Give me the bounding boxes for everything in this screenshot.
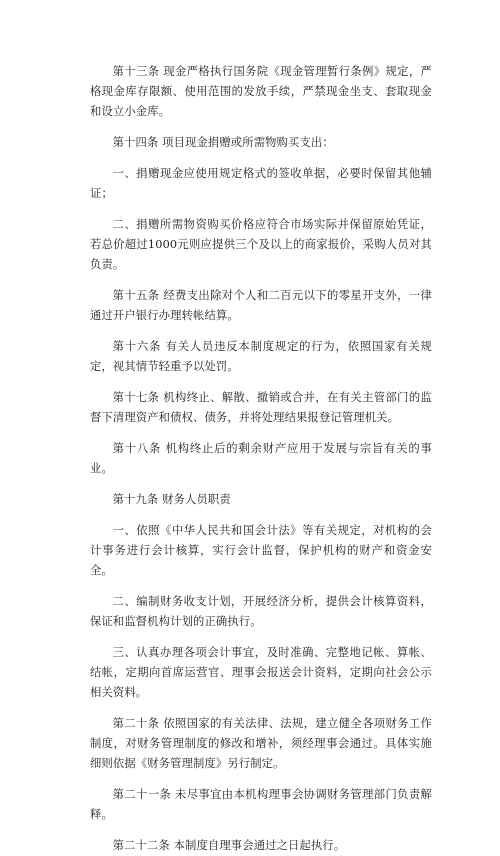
article-14-item-1: 一、捐赠现金应使用规定格式的签收单据，必要时保留其他辅证； [90, 167, 432, 200]
article-21: 第二十一条 未尽事宜由本机构理事会协调财务管理部门负责解释。 [90, 788, 432, 821]
article-17: 第十七条 机构终止、解散、撤销或合并，在有关主管部门的监督下清理资产和债权、债务，并将处理结果报登记管理机关。 [90, 391, 432, 424]
article-18: 第十八条 机构终止后的剩余财产应用于发展与宗旨有关的事业。 [90, 442, 432, 475]
article-19-item-1: 一、依照《中华人民共和国会计法》等有关规定，对机构的会计事务进行会计核算，实行会计监督，保护机构的财产和资金安全。 [90, 524, 432, 577]
article-13: 第十三条 现金严格执行国务院《现金管理暂行条例》规定，严格现金库存限额、使用范围的发放手续，严禁现金坐支、套取现金和设立小金库。 [90, 65, 432, 118]
article-15: 第十五条 经费支出除对个人和二百元以下的零星开支外，一律通过开户银行办理转帐结算。 [90, 289, 432, 322]
article-19-item-2: 二、编制财务收支计划，开展经济分析，提供会计核算资料，保证和监督机构计划的正确执行。 [90, 595, 432, 628]
article-20: 第二十条 依照国家的有关法律、法规，建立健全各项财务工作制度，对财务管理制度的修改和增补，须经理事会通过。具体实施细则依据《财务管理制度》另行制定。 [90, 717, 432, 770]
article-14: 第十四条 项目现金捐赠或所需物购买支出： [112, 136, 334, 149]
article-16: 第十六条 有关人员违反本制度规定的行为，依照国家有关规定，视其情节轻重予以处罚。 [90, 340, 432, 373]
article-19-item-3: 三、认真办理各项会计事宜，及时准确、完整地记帐、算帐、结帐，定期向首席运营官、理事会报送会计资料，定期向社会公示相关资料。 [90, 646, 432, 699]
article-14-item-2: 二、捐赠所需物资购买价格应符合市场实际并保留原始凭证，若总价超过1000元则应提供三个及以上的商家报价，采购人员对其负责。 [90, 218, 432, 271]
article-19: 第十九条 财务人员职责 [112, 493, 231, 506]
article-22: 第二十二条 本制度自理事会通过之日起执行。 [112, 839, 346, 852]
